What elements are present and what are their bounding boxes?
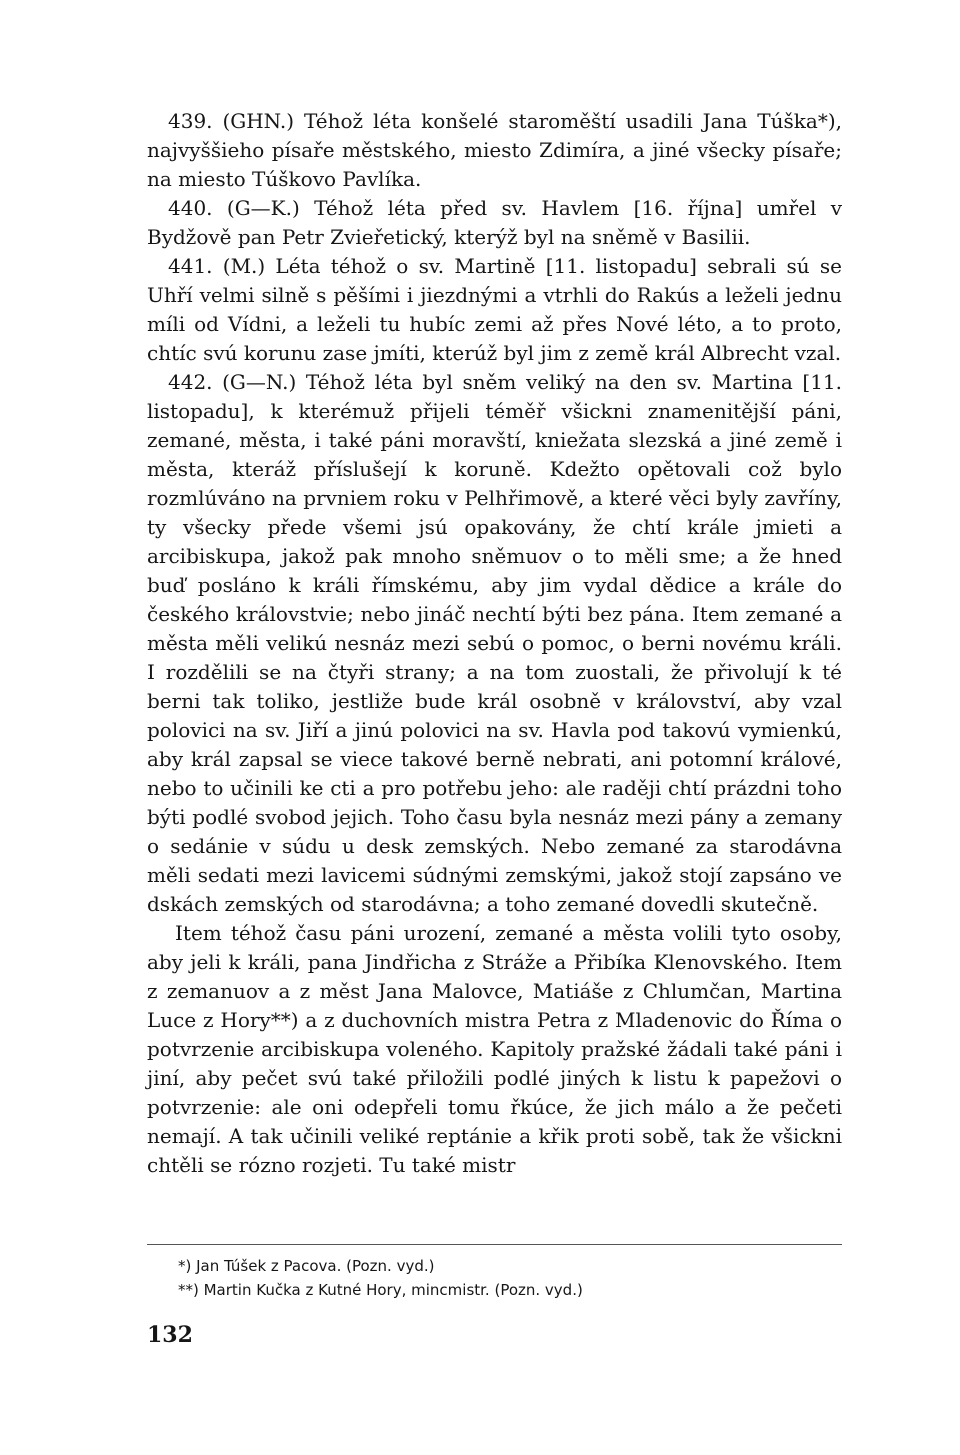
footnote-2: **) Martin Kučka z Kutné Hory, mincmistr. (Pozn. vyd.) (178, 1281, 583, 1299)
paragraph-item-volili: Item téhož času páni urození, zemané a města volili tyto osoby, aby jeli k králi, pana Jindřicha z Stráže a Přibíka Klenovského. Item z zemanuov a z měst Jana Malovce, Matiáše z Chlumčan, Martina Luce z Hory**) a z duchovních mistra Petra z Mladenovic do Říma o potvrzenie arcibiskupa voleného. Kapitoly pražské žádali také páni i jiní, aby pečet svú také přiložili podlé jiných k listu k papežovi o potvrzenie: ale oni odepřeli tomu řkúce, že jich málo a že pečeti nemají. A tak učinili veliké reptánie a křik proti sobě, tak že všickni chtěli se rózno rozjeti. Tu také mistr (147, 921, 842, 1177)
footnotes (147, 1254, 842, 1302)
page-number: 132 (147, 1322, 193, 1348)
paragraph-440: 440. (G—K.) Téhož léta před sv. Havlem [16. října] umřel v Bydžově pan Petr Zvieřetický, kterýž byl na sněmě v Basilii. (147, 196, 842, 249)
footnote-divider (147, 1244, 842, 1245)
paragraph-441: 441. (M.) Léta téhož o sv. Martině [11. listopadu] sebrali sú se Uhří velmi silně s pěšími i jiezdnými a vtrhli do Rakús a leželi jednu míli od Vídni, a leželi tu hubíc zemi až přes Nové léto, a to proto, chtíc svú korunu zase jmíti, kterúž byl jim z země král Albrecht vzal. (147, 254, 842, 365)
footnote-1: *) Jan Túšek z Pacova. (Pozn. vyd.) (178, 1257, 435, 1275)
paragraph-439: 439. (GHN.) Téhož léta konšelé staroměští usadili Jana Túška*), najvyššieho písaře městského, miesto Zdimíra, a jiné všecky písaře; na miesto Túškovo Pavlíka. (147, 109, 842, 191)
paragraph-442: 442. (G—N.) Téhož léta byl sněm veliký na den sv. Martina [11. listopadu], k kterémuž přijeli téměř všickni znamenitější páni, zemané, města, i také páni moravští, kniežata slezská a jiné země i města, kteráž příslušejí k koruně. Kdežto opětovali což bylo rozmlúváno na prvniem roku v Pelhřimově, a které věci byly zavříny, ty všecky přede všemi jsú opakovány, že chtí krále jmieti a arcibiskupa, jakož pak mnoho sněmuov o to měli sme; a že hned buď posláno k králi římskému, aby jim vydal dědice a krále do českého královstvie; nebo jináč nechtí býti bez pána. Item zemané a města měli velikú nesnáz mezi sebú o pomoc, o berni novému králi. I rozdělili se na čtyři strany; a na tom zuostali, že přivolují k té berni tak toliko, jestliže bude král osobně v království, aby vzal polovici na sv. Jiří a jinú polovici na sv. Havla pod takovú vymienkú, aby král zapsal se viece takové berně nebrati, ani potomní králové, nebo to učinili ke cti a pro potřebu jeho: ale raději chtí prázdni toho býti podlé svobod jejich. Toho času byla nesnáz mezi pány a zemany o sedánie v súdu u desk zemských. Nebo zemané za starodávna měli sedati mezi lavicemi súdnými zemskými, jakož stojí zapsáno ve dskách zemských od starodávna; a toho zemané dovedli skutečně. (147, 370, 842, 916)
main-text (147, 107, 842, 1180)
